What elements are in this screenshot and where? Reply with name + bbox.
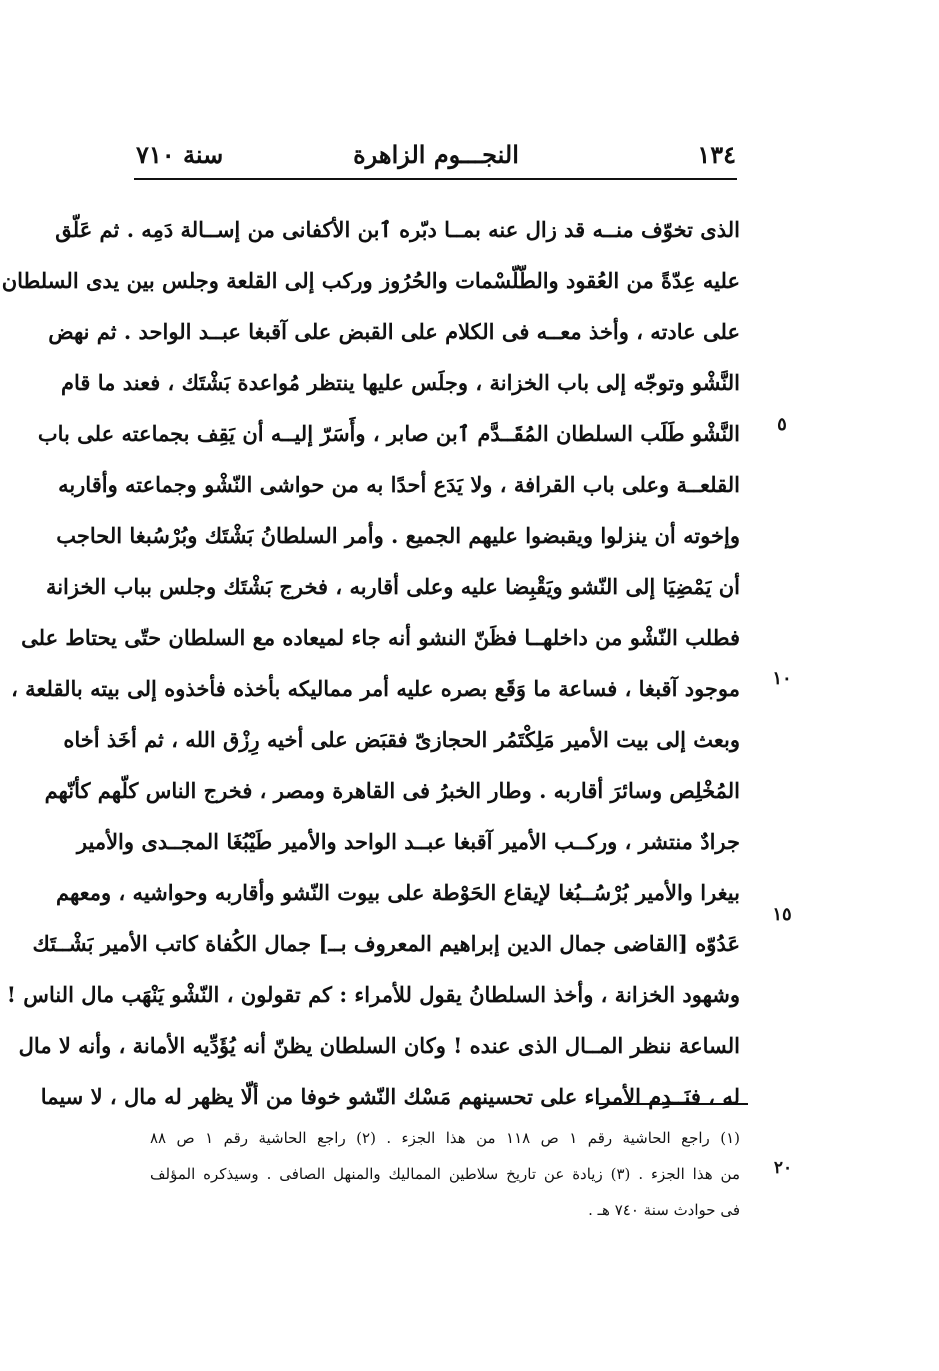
footnote-line: فى حوادث سنة ٧٤٠ هـ . — [588, 1201, 740, 1219]
running-title: النجـــوم الزاهرة — [353, 140, 519, 169]
text-line: جرادٌ منتشر ، وركــب الأمير آقبغا عبــد الواحد والأمير طَيْبُغَا المجــدى والأمير — [76, 829, 740, 854]
text-line: المُخْلِص وسائرَ أقاربه . وطار الخبرُ فى القاهرة ومصر ، فخرج الناس كلّهم كأنّهم — [44, 778, 740, 803]
text-line: القلعــة وعلى باب القرافة ، ولا يَدَع أحدًا به من حواشى النّشْو وجماعته وأقاربه — [58, 472, 740, 497]
page-number: ١٣٤ — [697, 140, 736, 169]
footnote-rule — [598, 1103, 748, 1105]
body-text — [1, 206, 740, 1109]
running-year: سنة ٧١٠ — [136, 140, 224, 169]
footnotes — [150, 1122, 740, 1232]
text-line: على عادته ، وأخذ معــه فى الكلام على القبض على آقبغا عبــد الواحد . ثم نهض — [48, 319, 740, 344]
line-number-5: ٥ — [777, 414, 787, 435]
line-number-15: ١٥ — [772, 904, 792, 925]
text-line: فطلب النّشْو من داخلهــا فظَنّ النشو أنه جاء لميعاده مع السلطان حتّى يحتاط على — [21, 625, 740, 650]
text-line: الذى تخوّف منــه قد زال عنه بمــا دبّره ٱبن الأكفانى من إســالة دَمِه . ثم عَلّق — [55, 217, 740, 242]
text-line: عليه عِدّةً من العُقود والطّلّسْمات والحُرُوز وركب إلى القلعة وجلس بين يدى السلطان — [1, 268, 740, 293]
footnote-line: (١) راجع الحاشية رقم ١ ص ١١٨ من هذا الجزء . (٢) راجع الحاشية رقم ١ ص ٨٨ — [150, 1129, 740, 1147]
text-line: النَّشْو وتوجّه إلى باب الخزانة ، وجلَس عليها ينتظر مُواعدة بَشْتَك ، فعند ما قام — [61, 370, 740, 395]
line-number-20: ٢٠ — [773, 1158, 793, 1178]
text-line: وبعث إلى بيت الأمير مَلِكْتَمُر الحجازىّ فقبَض على أخيه رِزْق الله ، ثم أخَذ أخاه — [63, 727, 740, 752]
running-header — [136, 138, 736, 174]
text-line: وشهود الخزانة ، وأخذ السلطانُ يقول للأمراء : كم تقولون ، النّشْو يَنْهَب مال الناس ! — [6, 982, 740, 1007]
text-line: موجود آقبغا ، فساعة ما وَقَع بصره عليه أمر مماليكه بأخذه فأخذوه إلى بيته بالقلعة ، — [11, 676, 740, 701]
text-line: الساعة ننظر المــال الذى عنده ! وكان السلطان يظنّ أنه يُؤَدِّيه الأمانة ، وأنه لا مال — [18, 1033, 740, 1058]
text-line: أن يَمْضِيَا إلى النّشو ويَقْبِضا عليه وعلى أقاربه ، فخرج بَشْتَك وجلس بباب الخزانة — [45, 574, 740, 599]
text-line: بيغرا والأمير بُرْسُــبُغا لإيقاع الحَوْطة على بيوت النّشو وأقاربه وحواشيه ، ومعهم — [55, 880, 740, 905]
text-line: عَدُوّه [القاضى جمال الدين إبراهيم المعروف بــ] جمال الكُفاة كاتب الأمير بَشْــتَك — [32, 931, 740, 956]
header-rule — [134, 178, 737, 180]
footnote-line: من هذا الجزء . (٣) زيادة عن تاريخ سلاطين المماليك والمنهل الصافى . وسيذكره المؤلف — [150, 1165, 740, 1183]
line-number-10: ١٠ — [772, 668, 792, 689]
text-line: له ، فنَــدِم الأمراء على تحسينهم مَسْك النّشو خوفا من ألّا يظهر له مال ، لا سيما — [40, 1084, 740, 1109]
text-line: وإخوته أن ينزلوا ويقبضوا عليهم الجميع . وأمر السلطانُ بَشْتَك وبُرْسُبغا الحاجب — [56, 523, 740, 548]
text-line: النَّشْو طَلَب السلطان المُقَــدَّم ٱبن صابر ، وأَسَرّ إليــه أن يَقِف بجماعته على باب — [37, 421, 740, 446]
